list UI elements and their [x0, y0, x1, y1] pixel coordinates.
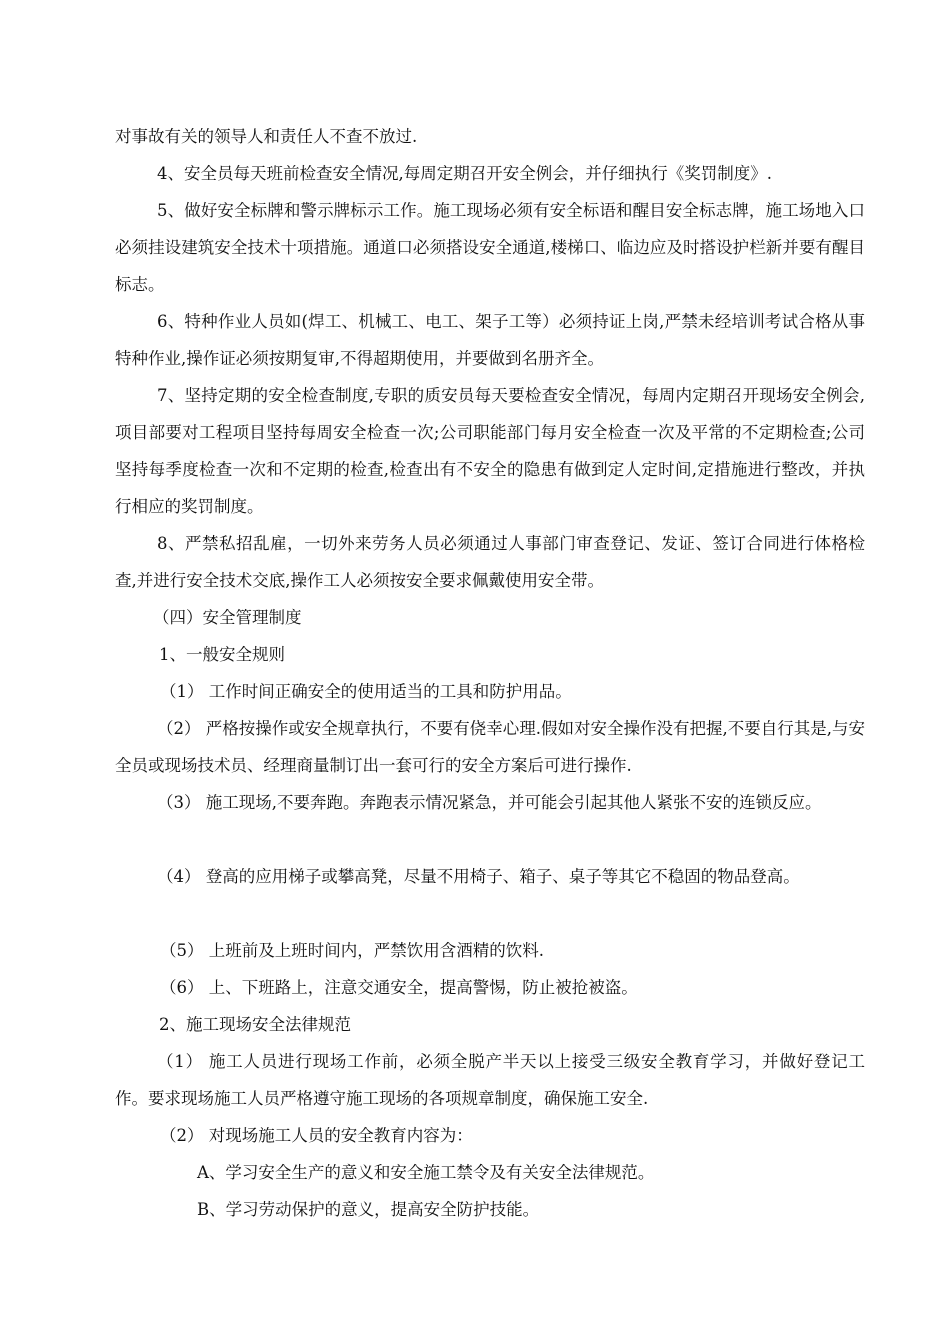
- rule-4: （4） 登高的应用梯子或攀高凳，尽量不用椅子、箱子、桌子等其它不稳固的物品登高。: [157, 867, 800, 886]
- education-item-b: B、学习劳动保护的意义，提高安全防护技能。: [197, 1200, 540, 1219]
- paragraph-accident-accountability: 对事故有关的领导人和责任人不查不放过.: [115, 127, 418, 146]
- rule-1: （1） 工作时间正确安全的使用适当的工具和防护用品。: [160, 682, 572, 701]
- subheading-site-safety-law: 2、施工现场安全法律规范: [159, 1015, 351, 1034]
- law-item-1: （1） 施工人员进行现场工作前，必须全脱产半天以上接受三级安全教育学习，并做好登记工作。要求现场施工人员严格遵守施工现场的各项规章制度，确保施工安全.: [115, 1052, 865, 1108]
- rule-5: （5） 上班前及上班时间内，严禁饮用含酒精的饮料.: [160, 941, 544, 960]
- rule-6: （6） 上、下班路上，注意交通安全，提高警惕，防止被抢被盗。: [160, 978, 638, 997]
- paragraph-item-4: 4、安全员每天班前检查安全情况,每周定期召开安全例会，并仔细执行《奖罚制度》.: [157, 164, 772, 183]
- paragraph-item-8: 8、严禁私招乱雇，一切外来劳务人员必须通过人事部门审查登记、发证、签订合同进行体格检查,并进行安全技术交底,操作工人必须按安全要求佩戴使用安全带。: [115, 534, 865, 590]
- rule-2: （2） 严格按操作或安全规章执行，不要有侥幸心理.假如对安全操作没有把握,不要自行其是,与安全员或现场技术员、经理商量制订出一套可行的安全方案后可进行操作.: [115, 719, 865, 775]
- paragraph-item-5: 5、做好安全标牌和警示牌标示工作。施工现场必须有安全标语和醒目安全标志牌，施工场地入口必须挂设建筑安全技术十项措施。通道口必须搭设安全通道,楼梯口、临边应及时搭设护栏新并要有醒目标志。: [115, 201, 865, 294]
- section-heading-4: （四）安全管理制度: [153, 608, 302, 627]
- rule-3: （3） 施工现场,不要奔跑。奔跑表示情况紧急，并可能会引起其他人紧张不安的连锁反应。: [157, 793, 822, 812]
- paragraph-item-6: 6、特种作业人员如(焊工、机械工、电工、架子工等）必须持证上岗,严禁未经培训考试合格从事特种作业,操作证必须按期复审,不得超期使用，并要做到名册齐全。: [115, 312, 865, 368]
- paragraph-item-7: 7、坚持定期的安全检查制度,专职的质安员每天要检查安全情况，每周内定期召开现场安全例会,项目部要对工程项目坚持每周安全检查一次;公司职能部门每月安全检查一次及平常的不定期检查;公司坚持每季度检查一次和不定期的检查,检查出有不安全的隐患有做到定人定时间,定措施进行整改，并执行相应的奖罚制度。: [115, 386, 865, 516]
- law-item-2: （2） 对现场施工人员的安全教育内容为：: [160, 1126, 473, 1145]
- subheading-general-rules: 1、一般安全规则: [159, 645, 285, 664]
- education-item-a: A、学习安全生产的意义和安全施工禁令及有关安全法律规范。: [197, 1163, 655, 1182]
